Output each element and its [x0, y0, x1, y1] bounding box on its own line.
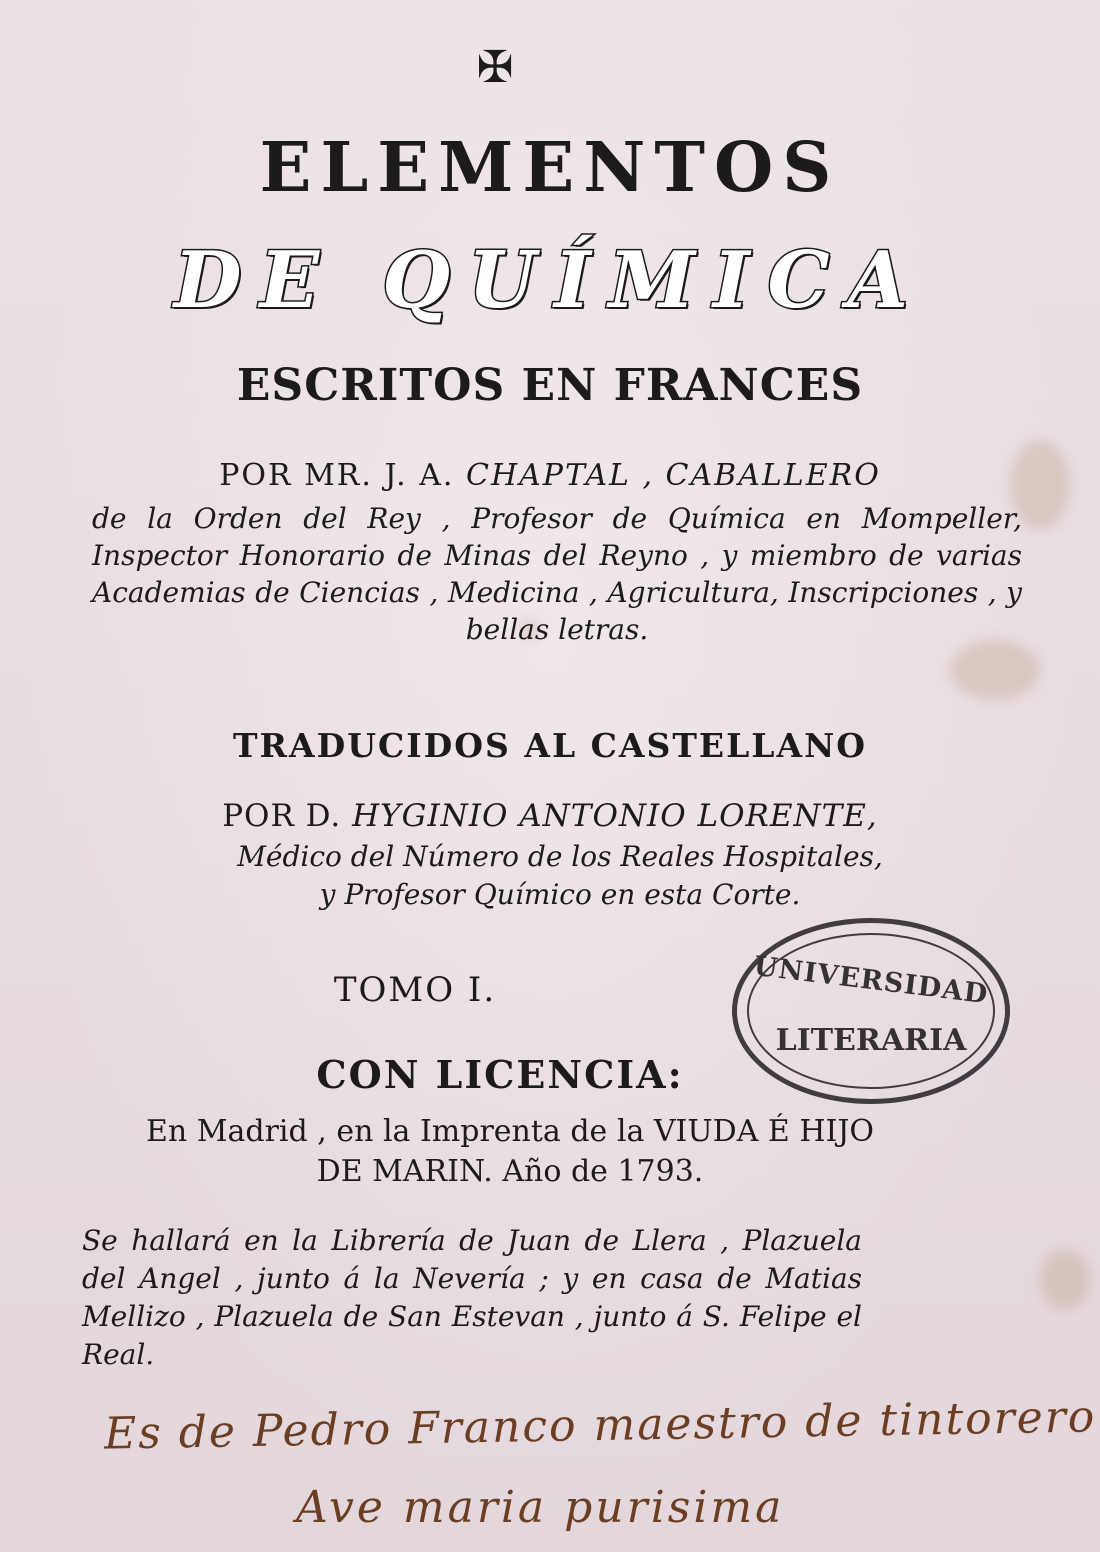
title-line-1: ELEMENTOS — [259, 128, 841, 208]
author-description: de la Orden del Rey , Profesor de Química en Mompeller, Inspector Honorario de Minas del Reyno , y miembro de varias Academias de Ciencias , Medicina , Agricultura, Inscripciones , y bellas letras. — [92, 502, 1022, 646]
stamp-bottom-text: LITERARIA — [775, 1023, 967, 1058]
imprint-line-1: En Madrid , en la Imprenta de la VIUDA É HIJO — [146, 1114, 874, 1149]
stamp-top-text: UNIVERSIDAD — [752, 950, 990, 1011]
handwritten-inscription-line-1: Es de Pedro Franco maestro de tintorero — [103, 1391, 1097, 1460]
translation-heading: TRADUCIDOS AL CASTELLANO — [233, 726, 867, 765]
imprint-line-2: DE MARIN. Año de 1793. — [316, 1154, 704, 1189]
title-line-3: ESCRITOS EN FRANCES — [236, 360, 864, 411]
translator-description-line-1: Médico del Número de los Reales Hospitales, — [237, 840, 883, 873]
author-prefix: POR MR. J. A. — [219, 458, 455, 493]
translator-description — [130, 838, 990, 914]
author-name: CHAPTAL , CABALLERO — [466, 458, 881, 493]
translator-name: HYGINIO ANTONIO LORENTE, — [352, 798, 878, 834]
translator-prefix: POR D. — [222, 798, 342, 834]
bookseller-notice: Se hallará en la Librería de Juan de Llera , Plazuela del Angel , junto á la Nevería ; y en casa de Matias Mellizo , Plazuela de San Estevan , junto á S. Felipe el Real. — [82, 1224, 862, 1371]
translator-description-line-2: y Profesor Químico en esta Corte. — [319, 878, 801, 911]
author-line — [0, 458, 1100, 493]
stain — [1040, 1250, 1090, 1310]
handwritten-inscription-line-2: Ave maria purisima — [296, 1482, 785, 1533]
title-line-2: DE QUÍMICA — [173, 235, 927, 326]
volume-label: TOMO I. — [333, 970, 497, 1010]
stain — [950, 640, 1040, 700]
license-line: CON LICENCIA: — [316, 1052, 684, 1097]
translator-line — [0, 798, 1100, 834]
imprint — [90, 1112, 930, 1192]
cross-ornament: ✠ — [476, 42, 514, 93]
